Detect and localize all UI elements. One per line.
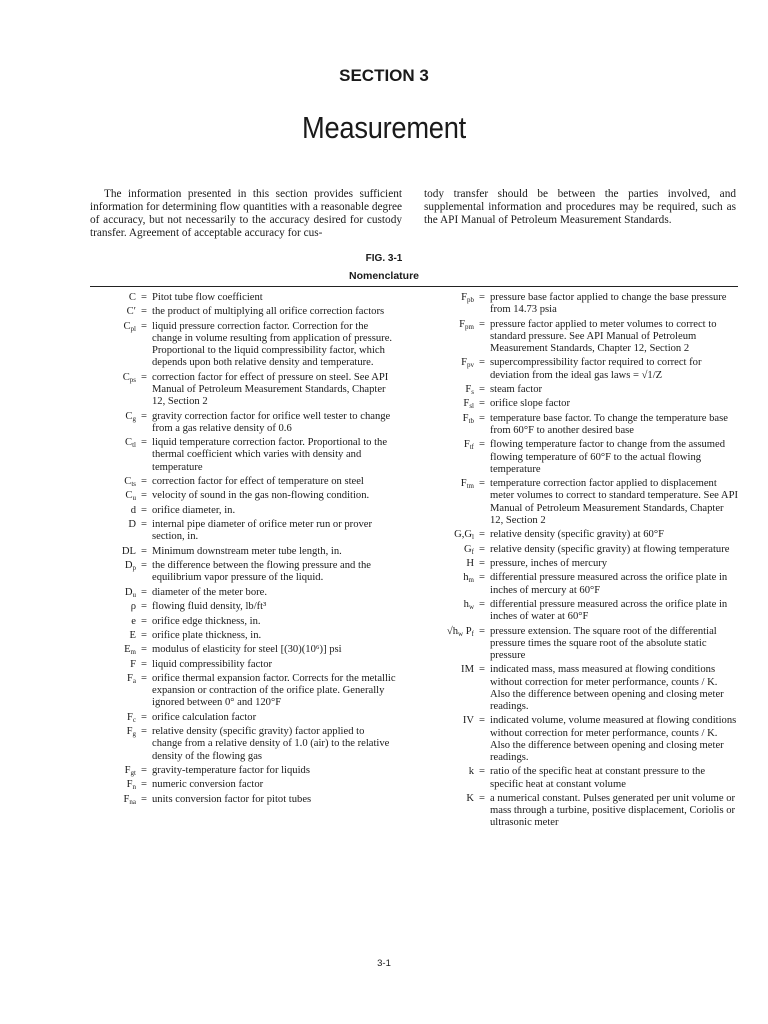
nomenclature-symbol — [424, 793, 474, 830]
symbol-base: C — [125, 410, 133, 422]
nomenclature-definition: internal pipe diameter of orifice meter run or prover section, in. — [152, 519, 373, 543]
nomenclature-symbol — [424, 572, 474, 596]
symbol-base: h — [463, 572, 469, 584]
equals-sign: = — [479, 543, 485, 555]
nomenclature-entry — [424, 357, 738, 381]
nomenclature-symbol — [424, 357, 474, 381]
symbol-subscript: m — [468, 576, 474, 585]
nomenclature-symbol — [90, 712, 136, 724]
symbol-base: F — [126, 673, 133, 685]
symbol-subscript: n — [132, 783, 136, 792]
nomenclature-definition: relative density (specific gravity) at flowing temperature — [490, 543, 730, 555]
nomenclature-entry — [90, 616, 396, 628]
symbol-subscript: s — [471, 387, 474, 396]
equals-sign: = — [479, 292, 485, 303]
symbol-base: IV — [462, 715, 474, 727]
nomenclature-symbol — [424, 664, 474, 713]
symbol-subscript: c — [132, 715, 136, 724]
symbol-subscript: f — [471, 547, 474, 556]
nomenclature-definition: gravity-temperature factor for liquids — [152, 765, 310, 777]
nomenclature-entry — [90, 587, 396, 599]
nomenclature-definition: orifice edge thickness, in. — [152, 615, 261, 627]
equals-sign: = — [479, 439, 485, 451]
equals-sign: = — [141, 601, 147, 613]
symbol-base: F — [463, 398, 470, 410]
nomenclature-definition: temperature correction factor applied to displacement meter volumes to correct to standard temperature. See API Manual of Petroleum Measurement Standards, Chapter 12, Section 2 — [490, 478, 738, 526]
nomenclature-entry — [424, 599, 738, 623]
equals-sign: = — [141, 793, 147, 805]
nomenclature-entry — [424, 384, 738, 396]
symbol-base: F — [126, 711, 133, 723]
symbol-base: D — [124, 586, 133, 598]
nomenclature-symbol — [90, 726, 136, 763]
nomenclature-right-column — [424, 292, 738, 832]
symbol-subscript: gt — [130, 769, 136, 778]
nomenclature-symbol — [90, 560, 136, 584]
nomenclature-symbol — [90, 519, 136, 543]
nomenclature-definition: correction factor for effect of temperature on steel — [152, 475, 364, 487]
nomenclature-entry — [90, 765, 396, 777]
equals-sign: = — [479, 598, 485, 610]
equals-sign: = — [479, 664, 485, 676]
symbol-base: IM — [461, 664, 474, 676]
nomenclature-entry — [424, 544, 738, 556]
equals-sign: = — [479, 715, 485, 727]
nomenclature-entry — [90, 372, 396, 409]
equals-sign: = — [479, 557, 485, 569]
figure-label: FIG. 3-1 — [365, 253, 403, 264]
symbol-base: G,G — [454, 529, 473, 541]
nomenclature-entry — [90, 601, 396, 613]
symbol-subscript: ts — [131, 479, 136, 488]
symbol-base: F — [461, 292, 467, 303]
nomenclature-entry — [424, 572, 738, 596]
nomenclature-definition: relative density (specific gravity) factor applied to change from a relative density of 1.0 (air) to the relative density of the flowing gas — [152, 726, 390, 762]
nomenclature-definition: diameter of the meter bore. — [152, 586, 268, 598]
nomenclature-entry — [424, 413, 738, 437]
symbol-base: H — [466, 557, 474, 569]
equals-sign: = — [141, 519, 147, 531]
equals-sign: = — [141, 615, 147, 627]
symbol-subscript: p — [132, 564, 136, 573]
equals-sign: = — [479, 529, 485, 541]
equals-sign: = — [141, 306, 147, 318]
equals-sign: = — [141, 560, 147, 572]
symbol-subscript: tl — [132, 441, 136, 450]
nomenclature-symbol — [90, 630, 136, 642]
symbol-base: F — [460, 478, 467, 490]
nomenclature-symbol — [90, 644, 136, 656]
symbol-base: k — [468, 766, 474, 778]
equals-sign: = — [141, 545, 147, 557]
nomenclature-definition: orifice slope factor — [490, 398, 571, 410]
nomenclature-entry — [90, 712, 396, 724]
equals-sign: = — [479, 412, 485, 424]
nomenclature-symbol — [90, 794, 136, 806]
intro-paragraph-left: The information presented in this section provides sufficient information for determining flow quantities with a reasonable degree of accuracy, but not necessarily to the accuracy desired for custody transfer. Agreement of acceptable accuracy for cus- — [90, 188, 402, 239]
nomenclature-entry — [90, 292, 396, 304]
nomenclature-entry — [90, 546, 396, 558]
equals-sign: = — [479, 398, 485, 410]
nomenclature-symbol — [424, 413, 474, 437]
nomenclature-entry — [90, 779, 396, 791]
nomenclature-symbol — [90, 779, 136, 791]
equals-sign: = — [141, 437, 147, 449]
symbol-base: F — [461, 357, 467, 369]
nomenclature-entry — [424, 478, 738, 527]
nomenclature-entry — [90, 306, 396, 318]
symbol-subscript: u — [132, 494, 136, 503]
nomenclature-definition: flowing fluid density, lb/ft³ — [152, 601, 267, 613]
nomenclature-symbol — [90, 505, 136, 517]
nomenclature-symbol — [424, 384, 474, 396]
nomenclature-definition: supercompressibility factor required to correct for deviation from the ideal gas laws = √1/Z — [490, 357, 702, 381]
nomenclature-symbol — [90, 321, 136, 370]
nomenclature-symbol — [424, 626, 474, 663]
nomenclature-symbol — [90, 476, 136, 488]
nomenclature-definition: liquid temperature correction factor. Proportional to the thermal coefficient which varies with density and temperature — [152, 437, 388, 473]
equals-sign: = — [479, 383, 485, 395]
symbol-base: C — [128, 292, 136, 303]
equals-sign: = — [141, 371, 147, 383]
nomenclature-entry — [90, 490, 396, 502]
nomenclature-definition: orifice calculation factor — [152, 711, 257, 723]
nomenclature-definition: the difference between the flowing pressure and the equilibrium vapor pressure of the liquid. — [152, 560, 371, 584]
nomenclature-definition: pressure extension. The square root of the differential pressure times the square root of the absolute static pressure — [490, 625, 717, 661]
nomenclature-symbol — [90, 601, 136, 613]
symbol-subscript: g — [132, 414, 136, 423]
equals-sign: = — [479, 625, 485, 637]
nomenclature-definition: correction factor for effect of pressure on steel. See API Manual of Petroleum Measurement Standards, Chapter 12, Section 2 — [152, 371, 389, 408]
symbol-subscript: sl — [469, 402, 474, 411]
symbol-base: G — [464, 543, 472, 555]
nomenclature-entry — [424, 766, 738, 790]
symbol-subscript: m — [130, 648, 136, 657]
nomenclature-entry — [424, 529, 738, 541]
equals-sign: = — [479, 478, 485, 490]
symbol-subscript: tb — [468, 416, 474, 425]
equals-sign: = — [141, 779, 147, 791]
nomenclature-entry — [90, 321, 396, 370]
nomenclature-definition: liquid pressure correction factor. Correction for the change in volume resulting from application of pressure. Proportional to the liquid compressibility factor, which depends upon both relative density and temperature. — [152, 320, 393, 369]
symbol-base: F — [123, 793, 130, 805]
nomenclature-symbol — [424, 766, 474, 790]
nomenclature-definition: Minimum downstream meter tube length, in. — [152, 545, 342, 557]
nomenclature-symbol — [424, 478, 474, 527]
symbol-base: F — [126, 779, 133, 791]
symbol-base: ρ — [130, 601, 136, 613]
nomenclature-left-column — [90, 292, 396, 808]
nomenclature-definition: the product of multiplying all orifice correction factors — [152, 306, 385, 318]
nomenclature-symbol — [90, 659, 136, 671]
nomenclature-definition: steam factor — [490, 383, 543, 395]
symbol-base: C — [123, 320, 131, 332]
symbol-base: √h — [446, 625, 459, 637]
equals-sign: = — [479, 766, 485, 778]
section-label: SECTION 3 — [339, 66, 429, 85]
nomenclature-entry — [424, 664, 738, 713]
nomenclature-definition: units conversion factor for pitot tubes — [152, 793, 312, 805]
equals-sign: = — [141, 586, 147, 598]
symbol-subscript: pv — [467, 361, 474, 370]
symbol-base: F — [465, 383, 472, 395]
equals-sign: = — [141, 292, 147, 303]
nomenclature-symbol — [424, 715, 474, 764]
equals-sign: = — [479, 318, 485, 330]
symbol-subscript: f — [471, 629, 474, 638]
equals-sign: = — [141, 410, 147, 422]
nomenclature-entry — [90, 644, 396, 656]
nomenclature-entry — [90, 411, 396, 435]
nomenclature-definition: orifice diameter, in. — [152, 504, 236, 516]
equals-sign: = — [141, 726, 147, 738]
symbol-base: D — [124, 560, 133, 572]
equals-sign: = — [141, 711, 147, 723]
nomenclature-definition: indicated mass, mass measured at flowing conditions without correction for meter performance, counts / K. Also the difference between opening and closing meter readings. — [490, 664, 724, 712]
nomenclature-entry — [424, 793, 738, 830]
symbol-subscript: pl — [130, 324, 136, 333]
nomenclature-entry — [424, 319, 738, 356]
nomenclature-definition: modulus of elasticity for steel [(30)(10⁶)] psi — [152, 644, 342, 656]
symbol-base: F — [463, 439, 470, 451]
nomenclature-symbol — [424, 439, 474, 476]
nomenclature-entry — [424, 292, 738, 316]
nomenclature-symbol — [424, 398, 474, 410]
symbol-subscript: w — [468, 602, 474, 611]
equals-sign: = — [141, 765, 147, 777]
nomenclature-symbol — [90, 372, 136, 409]
symbol-subscript: na — [129, 797, 136, 806]
nomenclature-definition: differential pressure measured across the orifice plate in inches of mercury at 60°F — [490, 572, 728, 596]
nomenclature-entry — [90, 630, 396, 642]
nomenclature-entry — [90, 505, 396, 517]
symbol-base: F — [462, 412, 469, 424]
nomenclature-symbol — [424, 319, 474, 356]
nomenclature-definition: gravity correction factor for orifice well tester to change from a gas relative density of 0.6 — [152, 410, 391, 434]
symbol-subscript: l — [472, 533, 474, 542]
nomenclature-symbol — [90, 490, 136, 502]
nomenclature-symbol — [90, 546, 136, 558]
equals-sign: = — [141, 673, 147, 685]
symbol-base: C — [125, 490, 133, 502]
nomenclature-definition: orifice thermal expansion factor. Corrects for the metallic expansion or contraction of the orifice plate. Generally ignored between 0° and 120°F — [152, 673, 396, 709]
nomenclature-symbol — [424, 529, 474, 541]
nomenclature-symbol — [90, 765, 136, 777]
nomenclature-entry — [424, 626, 738, 663]
symbol-base: e — [131, 615, 136, 627]
symbol-base: d — [130, 504, 136, 516]
nomenclature-definition: orifice plate thickness, in. — [152, 629, 262, 641]
nomenclature-symbol — [424, 558, 474, 570]
page-number: 3-1 — [377, 958, 391, 969]
nomenclature-symbol — [424, 544, 474, 556]
symbol-subscript: ps — [129, 375, 136, 384]
nomenclature-symbol — [90, 616, 136, 628]
symbol-base: E — [124, 644, 131, 656]
nomenclature-entry — [90, 673, 396, 710]
intro-paragraph-right: tody transfer should be between the parties involved, and supplemental information and procedures may be required, such as the API Manual of Petroleum Measurement Standards. — [424, 188, 736, 226]
nomenclature-entry — [90, 437, 396, 474]
symbol-subscript: u — [132, 590, 136, 599]
equals-sign: = — [479, 792, 485, 804]
nomenclature-definition: Pitot tube flow coefficient — [152, 292, 263, 303]
nomenclature-symbol — [90, 292, 136, 304]
symbol-base: C′ — [126, 306, 136, 318]
symbol-subscript: pb — [467, 296, 474, 304]
nomenclature-symbol — [90, 673, 136, 710]
nomenclature-definition: indicated volume, volume measured at flowing conditions without correction for meter performance, counts / K. Also the difference between opening and closing meter readings. — [490, 715, 737, 763]
nomenclature-definition: flowing temperature factor to change from the assumed flowing temperature of 60°F to the actual flowing temperature — [490, 439, 726, 475]
nomenclature-symbol — [424, 292, 474, 316]
page-title: Measurement — [302, 110, 466, 145]
symbol-subscript: w — [458, 629, 464, 638]
symbol-base: C — [122, 371, 130, 383]
nomenclature-entry — [424, 398, 738, 410]
symbol-base: h — [463, 598, 469, 610]
nomenclature-entry — [90, 659, 396, 671]
nomenclature-definition: velocity of sound in the gas non-flowing condition. — [152, 490, 370, 502]
nomenclature-entry — [424, 439, 738, 476]
symbol-subscript: a — [132, 677, 136, 686]
symbol-base: C — [124, 475, 132, 487]
equals-sign: = — [141, 629, 147, 641]
symbol-base: D — [128, 519, 136, 531]
equals-sign: = — [141, 490, 147, 502]
equals-sign: = — [141, 504, 147, 516]
nomenclature-entry — [90, 794, 396, 806]
symbol-subscript: g — [132, 730, 136, 739]
nomenclature-definition: relative density (specific gravity) at 60°F — [490, 529, 664, 541]
nomenclature-entry — [424, 715, 738, 764]
nomenclature-definition: ratio of the specific heat at constant pressure to the specific heat at constant volume — [490, 766, 706, 790]
nomenclature-symbol — [90, 587, 136, 599]
equals-sign: = — [141, 658, 147, 670]
nomenclature-entry — [90, 476, 396, 488]
figure-title: Nomenclature — [348, 270, 420, 282]
nomenclature-entry — [90, 560, 396, 584]
nomenclature-symbol — [90, 437, 136, 474]
equals-sign: = — [141, 475, 147, 487]
nomenclature-symbol — [424, 599, 474, 623]
nomenclature-definition: pressure, inches of mercury — [490, 557, 608, 569]
symbol-base: F — [459, 318, 466, 330]
nomenclature-definition: differential pressure measured across the orifice plate in inches of water at 60°F — [490, 598, 728, 623]
nomenclature-entry — [90, 726, 396, 763]
nomenclature-definition: pressure base factor applied to change the base pressure from 14.73 psia — [490, 292, 727, 316]
equals-sign: = — [479, 572, 485, 584]
equals-sign: = — [479, 357, 485, 369]
symbol-subscript: tf — [469, 443, 474, 452]
symbol-base: DL — [121, 545, 136, 557]
nomenclature-symbol — [90, 306, 136, 318]
nomenclature-entry — [424, 558, 738, 570]
nomenclature-definition: a numerical constant. Pulses generated per unit volume or mass through a turbine, positive displacement, Coriolis or ultrasonic meter — [490, 792, 736, 829]
nomenclature-entry — [90, 519, 396, 543]
symbol-base: P — [463, 625, 472, 637]
symbol-base: K — [466, 792, 474, 804]
equals-sign: = — [141, 644, 147, 656]
symbol-subscript: tm — [466, 482, 474, 491]
nomenclature-symbol — [90, 411, 136, 435]
symbol-base: C — [125, 437, 133, 449]
symbol-base: F — [130, 658, 136, 670]
symbol-base: E — [129, 629, 136, 641]
symbol-subscript: pm — [465, 322, 474, 331]
symbol-base: F — [126, 726, 133, 738]
equals-sign: = — [141, 320, 147, 332]
nomenclature-definition: numeric conversion factor — [152, 779, 264, 791]
nomenclature-definition: pressure factor applied to meter volumes to correct to standard pressure. See API Manual of Petroleum Measurement Standards, Chapter 12, Section 2 — [490, 318, 717, 354]
symbol-base: F — [124, 765, 131, 777]
table-rule — [90, 286, 738, 287]
nomenclature-definition: temperature base factor. To change the temperature base from 60°F to another desired base — [490, 412, 728, 436]
nomenclature-definition: liquid compressibility factor — [152, 658, 273, 670]
